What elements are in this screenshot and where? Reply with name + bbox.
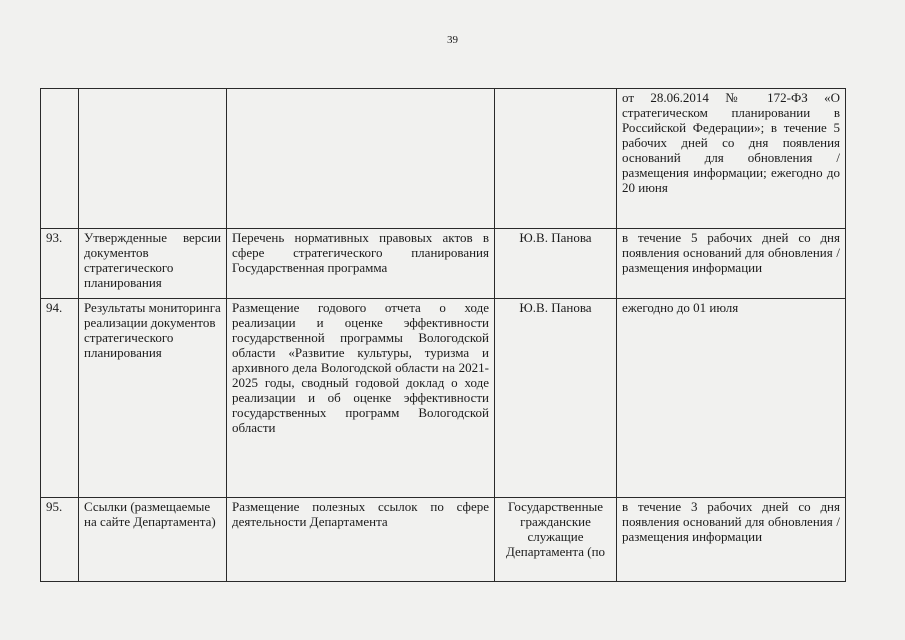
row-number: 95. (41, 498, 79, 582)
table-row (41, 299, 846, 498)
item-name: Утвержденные версии документов стратегического планирования (79, 229, 227, 299)
page-number: 39 (447, 34, 458, 46)
item-content: Размещение полезных ссылок по сфере деятельности Департамента (227, 498, 495, 582)
item-name: Результаты мониторинга реализации документов стратегического планирования (79, 299, 227, 498)
item-deadline: от 28.06.2014 № 172-ФЗ «О стратегическом планировании в Российской Федерации»; в течение 5 рабочих дней со дня появления оснований для обновления /размещения информации; ежегодно до 20 июня (617, 89, 846, 229)
item-deadline: ежегодно до 01 июля (617, 299, 846, 498)
document-table (40, 88, 846, 582)
item-name (79, 89, 227, 229)
item-name: Ссылки (размещаемые на сайте Департамента) (79, 498, 227, 582)
item-content: Размещение годового отчета о ходе реализации и оценке эффективности государственной программы Вологодской области «Развитие культуры, туризма и архивного дела Вологодской области на 2021-2025 годы, сводный годовой доклад о ходе реализации и об оценке эффективности государственных программ Вологодской области (227, 299, 495, 498)
table-row (41, 229, 846, 299)
item-deadline: в течение 5 рабочих дней со дня появления оснований для обновления /размещения информации (617, 229, 846, 299)
item-responsible: Ю.В. Панова (495, 229, 617, 299)
item-content (227, 89, 495, 229)
item-deadline: в течение 3 рабочих дней со дня появления оснований для обновления /размещения информации (617, 498, 846, 582)
item-responsible: Ю.В. Панова (495, 299, 617, 498)
item-responsible (495, 89, 617, 229)
item-responsible: Государственные гражданские служащие Департамента (по (495, 498, 617, 582)
table-row (41, 498, 846, 582)
item-content: Перечень нормативных правовых актов в сфере стратегического планирования Государственная программа (227, 229, 495, 299)
row-number: 94. (41, 299, 79, 498)
row-number (41, 89, 79, 229)
table-row (41, 89, 846, 229)
row-number: 93. (41, 229, 79, 299)
